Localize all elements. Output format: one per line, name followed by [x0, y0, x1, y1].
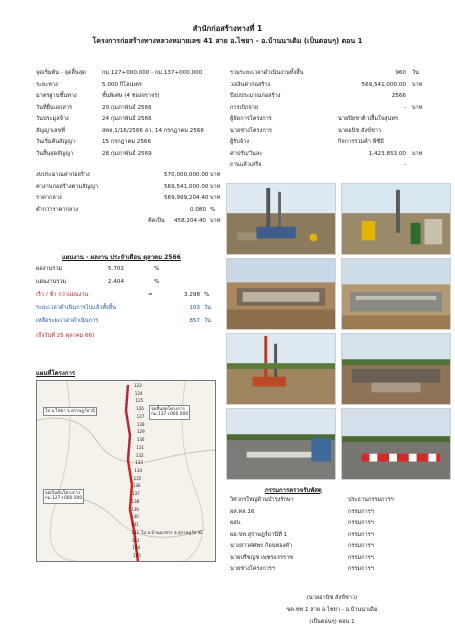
site-photo-traffic-barrier	[341, 408, 451, 480]
map-km-mark: 138	[131, 498, 140, 504]
committee-member-role: กรรมการฯ	[348, 520, 374, 526]
plan-row	[36, 292, 221, 302]
committee-row	[230, 509, 430, 519]
committee-member-name: วิศวกรใหญ่ด้านบำรุงรักษา	[230, 497, 294, 503]
committee-member-role: กรรมการฯ	[348, 531, 374, 538]
committee-member-role: กรรมการฯ	[348, 508, 374, 515]
committee-member-role: กรรมการฯ	[348, 554, 374, 561]
cost-info-prefix: คิดเป็น	[148, 218, 165, 224]
map-km-mark: 130	[136, 437, 145, 443]
map-km-mark: 123	[134, 383, 142, 388]
map-start-label: จุดเริ่มต้นโครงการ	[45, 491, 81, 496]
right-info-row	[230, 162, 430, 172]
cost-info-value: 570,000,000.00	[164, 172, 209, 178]
map-km-mark: 129	[136, 429, 145, 435]
map-km-mark: 124	[134, 390, 143, 396]
plan-row-value: 2.404	[107, 279, 124, 285]
map-km-mark: 132	[135, 452, 144, 458]
committee-row	[230, 520, 430, 530]
right-info-row	[230, 82, 430, 92]
committee-member-name: นายปรีชญช เพชรแรรราช	[230, 554, 293, 561]
map-km-mark: 141	[131, 522, 139, 528]
committee-member-role: ประธานกรรมการฯ	[348, 497, 394, 503]
right-info-value: กิจการร่วมค้า พีซีบี	[338, 139, 384, 145]
left-info-label: ระยะทาง	[36, 81, 58, 88]
committee-member-name: ผสบ.	[230, 520, 243, 526]
right-info-row	[230, 70, 430, 80]
project-title: โครงการก่อสร้างทางหลวงหมายเลข 41 สาย อ.ไชยา - อ.บ้านนาเดิม (เป็นตอนๆ) ตอน 1	[92, 37, 363, 45]
map-km-mark: 133	[135, 460, 143, 466]
map-end-label: จุดสิ้นสุดโครงการ	[151, 407, 185, 412]
office-title: สำนักก่อสร้างทางที่ 1	[192, 24, 263, 33]
cost-info-label: ค่างานก่อสร้างตามสัญญา	[36, 183, 99, 190]
right-info-value: 569,541,000.00	[361, 81, 406, 88]
right-info-value: นายอนิช สังข์ชาว	[338, 127, 382, 134]
plan-row-unit: %	[204, 292, 210, 298]
map-town1-label: ไป อ.ไชยา จ.สุราษฎร์ธานี	[45, 409, 95, 414]
left-info-value: สทล.1/16/2566 ลว. 14 กรกฎาคม 2566	[102, 127, 204, 134]
map-km-mark: 142	[131, 529, 139, 535]
committee-member-role: กรรมการฯ	[348, 543, 374, 549]
right-info-unit: บาท	[412, 150, 423, 157]
left-info-value: 5.000 กิโลเมตร	[102, 81, 142, 88]
plan-row-value: 5.702	[107, 266, 124, 272]
right-info-label: ผู้จัดการโครงการ	[230, 116, 272, 122]
map-km-mark: 131	[136, 444, 145, 450]
plan-row-value: 3.298	[183, 292, 200, 298]
plan-row-label: แผนงานรวม	[36, 279, 67, 285]
right-info-row	[230, 128, 430, 138]
cost-info-row	[36, 172, 221, 182]
map-km-mark: 145	[133, 553, 141, 558]
cost-info-unit: บาท	[210, 172, 221, 178]
right-info-value: -	[403, 162, 406, 168]
left-info-value: 20 กุมภาพันธ์ 2566	[102, 104, 152, 111]
right-info-value: -	[403, 104, 406, 111]
right-info-label: นายช่างโครงการ	[230, 127, 272, 134]
plan-row-label: เหลือระยะเวลาดำเนินการ	[36, 318, 99, 324]
left-info-value: 24 กุมภาพันธ์ 2566	[102, 116, 152, 122]
left-info-label: จุดเริ่มต้น - จุดสิ้นสุด	[36, 70, 86, 76]
left-info-row	[36, 128, 221, 138]
right-info-unit: บาท	[412, 104, 423, 111]
left-info-row	[36, 82, 221, 92]
cost-info-label: ต่ำกว่าราคากลาง	[36, 206, 79, 213]
plan-row	[36, 305, 221, 315]
cost-info-unit: บาท	[210, 183, 221, 190]
right-info-label: ปีงบประมาณก่อสร้าง	[230, 93, 281, 99]
cost-info-row	[36, 195, 221, 205]
left-info-label: วันประมูลจ้าง	[36, 116, 69, 122]
map-km-mark: 137	[132, 491, 140, 497]
map-km-mark: 126	[136, 406, 144, 412]
committee-heading: กรรมการตรวจรับพัสดุ	[265, 487, 322, 494]
left-info-label: สัญญาเลขที่	[36, 127, 65, 134]
plan-row	[36, 266, 221, 276]
plan-row-label: เร็ว / ช้า กว่าแผนงาน	[36, 292, 89, 298]
project-map	[36, 380, 216, 562]
cost-info-row	[36, 207, 221, 217]
plan-row-unit: วัน	[204, 318, 211, 324]
site-photo-rebar	[341, 333, 451, 405]
left-info-row	[36, 105, 221, 115]
committee-row	[230, 532, 430, 542]
left-info-row	[36, 139, 221, 149]
right-info-row	[230, 116, 430, 126]
map-km-mark: 136	[132, 483, 141, 489]
cost-info-row	[36, 184, 221, 194]
cost-info-value: 569,541,000.00	[164, 183, 209, 190]
left-info-value: 28 กุมภาพันธ์ 2569	[102, 150, 152, 157]
map-km-mark: 143	[131, 537, 140, 543]
map-start-km: กม.127+000.000	[45, 496, 83, 502]
site-photo-road-barrier	[226, 408, 336, 480]
plan-note: (ถึงวันที่ 25 ตุลาคม 66)	[36, 333, 95, 339]
committee-member-name: นางสาวศศพร ก้อนทองคำ	[230, 543, 293, 549]
right-info-unit: บาท	[412, 81, 423, 88]
map-km-mark: 134	[134, 468, 143, 473]
plan-row-unit: %	[154, 279, 160, 285]
map-km-mark: 128	[136, 421, 145, 427]
map-end-km: กม.137+000.000	[151, 412, 189, 418]
right-info-row	[230, 93, 430, 103]
cost-info-unit: บาท	[210, 195, 221, 201]
cost-info-value: 569,999,204.40	[164, 195, 209, 201]
map-km-mark: 144	[132, 545, 141, 551]
signature-position: ขค.ทท.1 สาย อ.ไชยา - อ.บ้านนาเดิม	[286, 607, 378, 613]
committee-row	[230, 543, 430, 553]
committee-member-name: ผส.ทล.16	[230, 508, 255, 515]
map-start-box	[43, 489, 84, 504]
plan-row-value: 857	[189, 318, 200, 324]
left-info-label: วันสิ้นสุดสัญญา	[36, 150, 74, 157]
map-km-mark: 125	[135, 398, 144, 404]
map-km-mark: 135	[133, 475, 142, 481]
map-km-mark: 139	[131, 506, 139, 512]
left-info-label: มาตรฐานชั้นทาง	[36, 93, 77, 99]
right-info-label: งานแล้วเสร็จ	[230, 162, 262, 168]
site-photo-excavation	[226, 258, 336, 330]
plan-row-unit: %	[154, 266, 160, 272]
right-info-value: 2566	[391, 93, 406, 99]
cost-info-label: งบประมาณค่าก่อสร้าง	[36, 172, 90, 178]
cost-info-value: 458,204.40	[173, 218, 206, 224]
right-info-label: ผู้รับจ้าง	[230, 139, 249, 145]
site-photo-workers	[341, 183, 451, 255]
right-info-value: นายปิยชาติ ปลื้มใจสุนทร	[338, 116, 399, 122]
plan-row-sign: =	[148, 292, 153, 298]
cost-info-unit: บาท	[210, 218, 221, 224]
left-info-value: กม.127+000.000 - กม.137+000.000	[102, 70, 203, 76]
left-info-row	[36, 70, 221, 80]
plan-heading: แผนงาน - ผลงาน ประจำเดือน ตุลาคม 2566	[62, 254, 181, 261]
plan-row-label: ผลงานรวม	[36, 266, 63, 272]
right-info-row	[230, 105, 430, 115]
right-info-label: ค่าปรับ/วันละ	[230, 150, 263, 157]
left-info-label: วันเริ่มต้นสัญญา	[36, 139, 76, 145]
signature-position2: (เป็นตอนๆ) ตอน 1	[309, 619, 355, 625]
left-info-label: วันที่ยื่นเอกสาร	[36, 104, 72, 111]
right-info-row	[230, 139, 430, 149]
right-info-label: รวมระยะเวลาดำเนินงานทั้งสิ้น	[230, 70, 304, 76]
committee-member-name: ผอ.ขท.สุราษฎร์ธานีที่ 1	[230, 531, 288, 538]
map-km-mark: 127	[136, 413, 145, 419]
cost-info-label: ราคากลาง	[36, 195, 62, 201]
committee-row	[230, 566, 430, 576]
right-info-label: วงเงินค่าก่อสร้าง	[230, 81, 271, 88]
right-info-value: 960	[395, 70, 406, 76]
site-photo-foundation	[341, 258, 451, 330]
right-info-unit: วัน	[412, 70, 419, 76]
cost-info-value: 0.080	[189, 206, 206, 213]
left-info-value: 15 กรกฎาคม 2566	[102, 139, 152, 145]
map-heading: แผนที่โครงการ	[36, 370, 76, 377]
plan-row	[36, 318, 221, 328]
cost-info-unit: %	[210, 206, 216, 213]
committee-row	[230, 497, 430, 507]
map-town1-box	[43, 407, 97, 416]
site-photo-piling-rig-2	[226, 333, 336, 405]
left-info-row	[36, 116, 221, 126]
left-info-row	[36, 93, 221, 103]
plan-row	[36, 279, 221, 289]
cost-info-row	[36, 218, 221, 228]
plan-row-value: 103	[189, 305, 200, 311]
map-town2-label: ไป อ.บ้านนาสาร จ.สุราษฎร์ธานี	[141, 531, 202, 536]
left-info-row	[36, 151, 221, 161]
map-km-mark: 140	[131, 514, 139, 520]
plan-row-unit: วัน	[204, 305, 211, 311]
left-info-value: ชั้นพิเศษ (4 ช่องจราจร)	[102, 93, 160, 99]
right-info-row	[230, 151, 430, 161]
committee-member-role: กรรมการฯ	[348, 566, 374, 572]
committee-row	[230, 555, 430, 565]
right-info-label: การเบิกจ่าย	[230, 104, 259, 111]
signature-name: (นายอานิช สังข์ชาว)	[306, 595, 358, 601]
plan-row-label: ระยะเวลาดำเนินการไปแล้วทั้งสิ้น	[36, 305, 116, 311]
committee-member-name: นายช่างโครงการฯ	[230, 566, 276, 572]
right-info-value: 1,423,853.00	[368, 150, 406, 157]
map-end-box	[149, 405, 190, 420]
site-photo-piling-rig	[226, 183, 336, 255]
